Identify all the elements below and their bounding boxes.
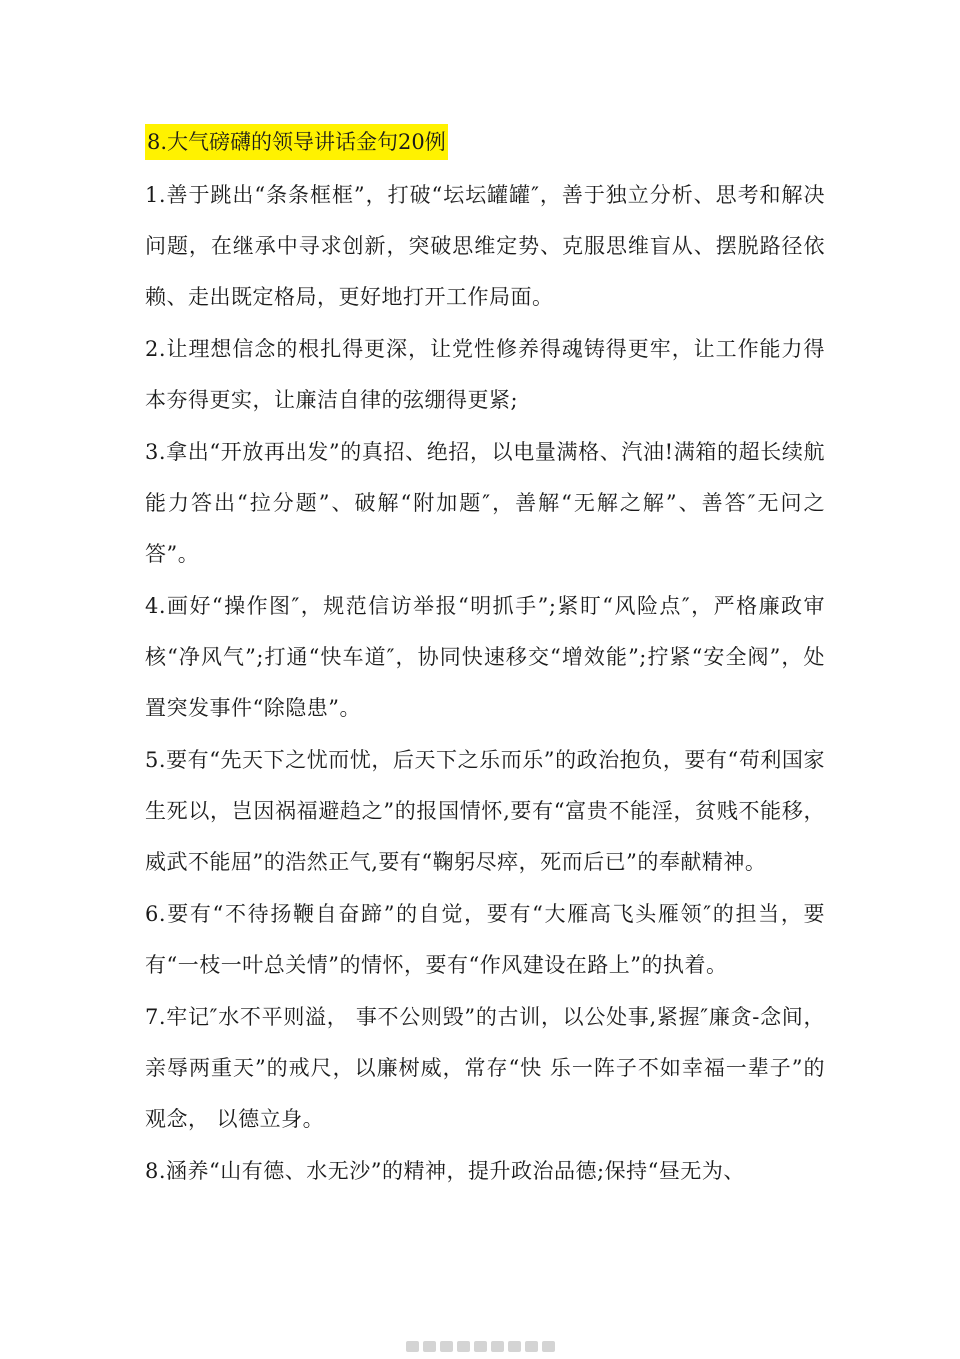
watermark-mark — [406, 1341, 419, 1352]
paragraph-4: 4.画好“操作图″，规范信访举报“明抓手”;紧盯“风险点″，严格廉政审核“净风气”;打通“快车道″，协同快速移交“增效能”;拧紧“安全阀”，处置突发事件“除隐患”。 — [145, 594, 825, 720]
paragraph-3: 3.拿出“开放再出发”的真招、绝招，以电量满格、汽油!满箱的超长续航能力答出“拉分题”、破解“附加题″，善解“无解之解”、善答″无问之答”。 — [145, 440, 825, 566]
watermark-mark — [508, 1341, 521, 1352]
watermark-mark — [542, 1341, 555, 1352]
document-content — [145, 124, 825, 1198]
paragraph-2: 2.让理想信念的根扎得更深，让党性修养得魂铸得更牢，让工作能力得本夯得更实，让廉洁自律的弦绷得更紧; — [145, 337, 825, 412]
watermark-mark — [474, 1341, 487, 1352]
paragraph-7: 7.牢记″水不平则溢， 事不公则毁”的古训，以公处事,紧握″廉贪-念间，亲辱两重天”的戒尺，以廉树威，常存“快 乐一阵子不如幸福一辈子”的观念， 以德立身。 — [145, 1005, 825, 1131]
watermark-mark — [491, 1341, 504, 1352]
paragraph-5: 5.要有“先天下之忧而忧，后天下之乐而乐”的政治抱负，要有“苟利国家生死以，岂因祸福避趋之”的报国情怀,要有“富贵不能淫，贫贱不能移，威武不能屈”的浩然正气,要有“鞠躬尽瘁，死而后已”的奉献精神。 — [145, 748, 825, 874]
watermark-mark — [423, 1341, 436, 1352]
document-title: 8.大气磅礴的领导讲话金句20例 — [145, 124, 448, 160]
watermark-mark — [525, 1341, 538, 1352]
watermark-mark — [440, 1341, 453, 1352]
paragraph-1: 1.善于跳出“条条框框”，打破“坛坛罐罐″，善于独立分析、思考和解决问题，在继承中寻求创新，突破思维定势、克服思维盲从、摆脱路径依赖、走出既定格局，更好地打开工作局面。 — [145, 183, 825, 309]
paragraph-6: 6.要有“不待扬鞭自奋蹄”的自觉，要有“大雁高飞头雁领″的担当，要有“一枝一叶总关情”的情怀，要有“作风建设在路上”的执着。 — [145, 902, 825, 977]
paragraph-8: 8.涵养“山有德、水无沙”的精神，提升政治品德;保持“昼无为、 — [145, 1159, 745, 1183]
watermark — [0, 1336, 960, 1356]
watermark-mark — [457, 1341, 470, 1352]
